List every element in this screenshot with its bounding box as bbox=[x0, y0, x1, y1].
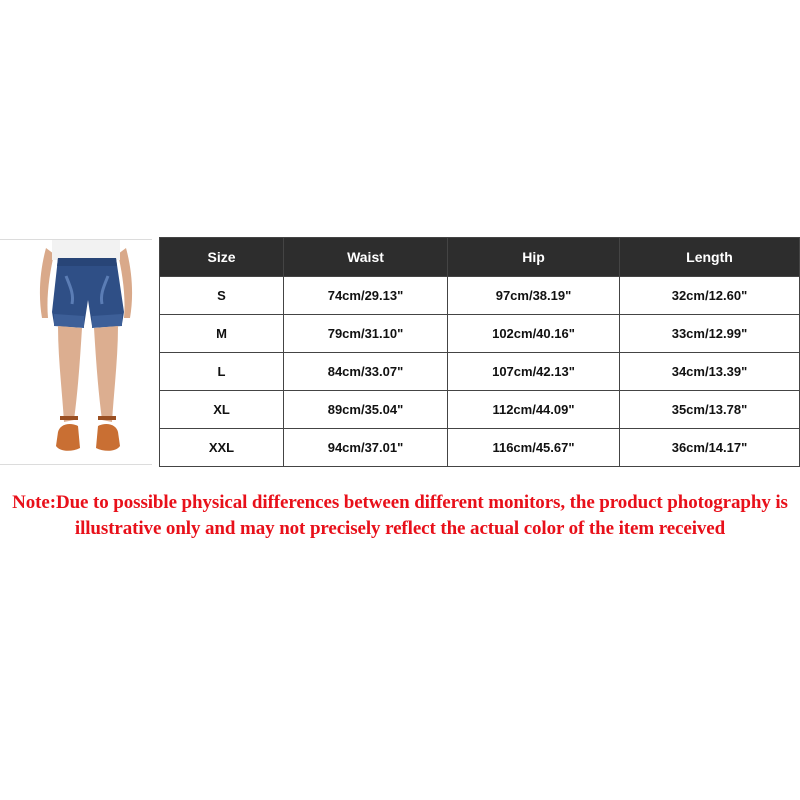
size-cell: M bbox=[160, 315, 284, 353]
denim-shorts-model-icon bbox=[0, 240, 152, 464]
table-row bbox=[160, 315, 800, 353]
column-header-length: Length bbox=[620, 238, 800, 277]
size-cell: XL bbox=[160, 391, 284, 429]
size-cell: XXL bbox=[160, 429, 284, 467]
size-chart-table bbox=[159, 237, 800, 467]
length-cell: 36cm/14.17" bbox=[620, 429, 800, 467]
column-header-hip: Hip bbox=[448, 238, 620, 277]
table-row bbox=[160, 277, 800, 315]
size-cell: L bbox=[160, 353, 284, 391]
waist-cell: 89cm/35.04" bbox=[284, 391, 448, 429]
size-chart-header-row bbox=[160, 238, 800, 277]
hip-cell: 107cm/42.13" bbox=[448, 353, 620, 391]
hip-cell: 116cm/45.67" bbox=[448, 429, 620, 467]
waist-cell: 94cm/37.01" bbox=[284, 429, 448, 467]
length-cell: 33cm/12.99" bbox=[620, 315, 800, 353]
column-header-waist: Waist bbox=[284, 238, 448, 277]
hip-cell: 97cm/38.19" bbox=[448, 277, 620, 315]
waist-cell: 84cm/33.07" bbox=[284, 353, 448, 391]
table-row bbox=[160, 391, 800, 429]
product-photo bbox=[0, 239, 152, 465]
length-cell: 34cm/13.39" bbox=[620, 353, 800, 391]
table-row bbox=[160, 429, 800, 467]
disclaimer-line-1: Note:Due to possible physical differences between different monitors, the product photography is bbox=[12, 492, 788, 513]
waist-cell: 79cm/31.10" bbox=[284, 315, 448, 353]
hip-cell: 102cm/40.16" bbox=[448, 315, 620, 353]
waist-cell: 74cm/29.13" bbox=[284, 277, 448, 315]
column-header-size: Size bbox=[160, 238, 284, 277]
disclaimer-line-2: illustrative only and may not precisely reflect the actual color of the item received bbox=[74, 518, 726, 539]
disclaimer-note bbox=[0, 490, 800, 542]
table-row bbox=[160, 353, 800, 391]
size-cell: S bbox=[160, 277, 284, 315]
length-cell: 35cm/13.78" bbox=[620, 391, 800, 429]
hip-cell: 112cm/44.09" bbox=[448, 391, 620, 429]
length-cell: 32cm/12.60" bbox=[620, 277, 800, 315]
